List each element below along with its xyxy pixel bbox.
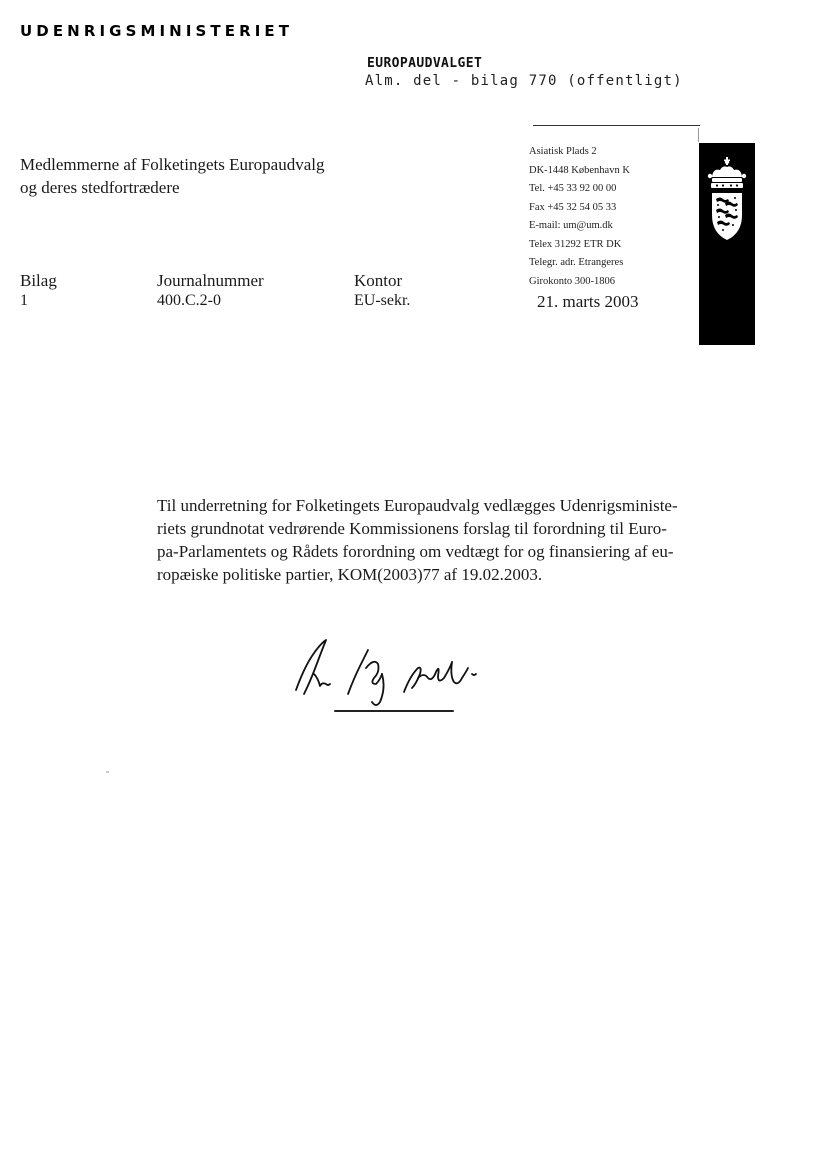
contact-address: Asiatisk Plads 2	[529, 146, 597, 157]
signature-underline	[334, 710, 454, 712]
contact-city: DK-1448 København K	[529, 164, 630, 176]
contact-phone: Tel. +45 33 92 00 00	[529, 183, 617, 194]
body-line-2: riets grundnotat vedrørende Kommissionens forslag til forordning til Euro-	[157, 519, 667, 538]
body-line-3: pa-Parlamentets og Rådets forordning om vedtægt for og finansiering af eu-	[157, 542, 674, 561]
address-divider-tick	[698, 128, 699, 142]
emblem-panel	[699, 143, 755, 345]
contact-email: E-mail: um@um.dk	[529, 220, 613, 231]
recipient-line-1: Medlemmerne af Folketingets Europaudvalg	[20, 155, 325, 174]
stamp-subtitle: Alm. del - bilag 770 (offentligt)	[365, 73, 683, 89]
scan-speck	[106, 771, 109, 773]
contact-fax: Fax +45 32 54 05 33	[529, 201, 617, 213]
kontor-label: Kontor	[354, 271, 403, 290]
letter-date: 21. marts 2003	[537, 292, 639, 311]
body-line-4: ropæiske politiske partier, KOM(2003)77 af 19.02.2003.	[157, 565, 543, 584]
handwritten-signature-icon	[282, 628, 492, 720]
stamp-title: EUROPAUDVALGET	[367, 56, 483, 71]
address-divider	[533, 125, 700, 126]
contact-giro: Girokonto 300-1806	[529, 275, 616, 287]
letter-body	[157, 494, 697, 586]
bilag-label: Bilag	[20, 271, 57, 290]
contact-telegram: Telegr. adr. Etrangeres	[529, 257, 624, 268]
contact-telex: Telex 31292 ETR DK	[529, 238, 622, 250]
recipient-line-2: og deres stedfortrædere	[20, 178, 180, 197]
bilag-value: 1	[20, 292, 28, 309]
journal-value: 400.C.2-0	[157, 292, 221, 309]
kontor-value: EU-sekr.	[354, 292, 411, 309]
journal-label: Journalnummer	[157, 271, 264, 290]
ministry-letterhead: UDENRIGSMINISTERIET	[20, 22, 294, 40]
recipient-block	[20, 153, 325, 199]
royal-coat-of-arms-icon	[699, 143, 755, 345]
contact-block	[529, 143, 630, 291]
body-line-1: Til underretning for Folketingets Europaudvalg vedlægges Udenrigsministe-	[157, 496, 678, 515]
